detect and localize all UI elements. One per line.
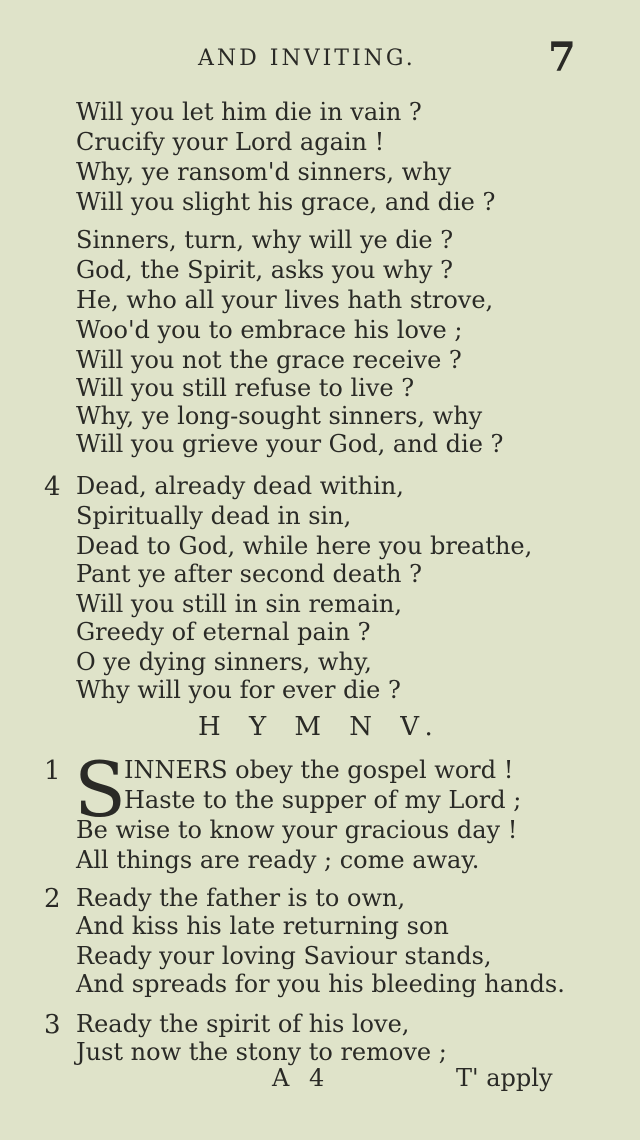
verse-line: Greedy of eternal pain ? bbox=[76, 618, 371, 646]
verse-line: Dead to God, while here you breathe, bbox=[76, 532, 533, 560]
verse-line: Haste to the supper of my Lord ; bbox=[124, 786, 522, 814]
verse-line: INNERS obey the gospel word ! bbox=[124, 756, 514, 784]
verse-line: O ye dying sinners, why, bbox=[76, 648, 372, 676]
verse-line: God, the Spirit, asks you why ? bbox=[76, 256, 453, 284]
verse-line: Sinners, turn, why will ye die ? bbox=[76, 226, 454, 254]
verse-line: And kiss his late returning son bbox=[76, 912, 449, 940]
page-number: 7 bbox=[548, 34, 576, 81]
verse-line: Ready the father is to own, bbox=[76, 884, 406, 912]
verse-line: Just now the stony to remove ; bbox=[76, 1038, 447, 1066]
verse-line: Why, ye long-sought sinners, why bbox=[76, 402, 483, 430]
verse-line: Dead, already dead within, bbox=[76, 472, 404, 500]
verse-line: Why, ye ransom'd sinners, why bbox=[76, 158, 452, 186]
signature-mark: A 4 bbox=[272, 1064, 331, 1092]
verse-line: Will you let him die in vain ? bbox=[76, 98, 422, 126]
verse-line: Will you still in sin remain, bbox=[76, 590, 402, 618]
stanza-number: 3 bbox=[44, 1010, 61, 1040]
verse-line: Ready your loving Saviour stands, bbox=[76, 942, 492, 970]
running-header: AND INVITING. bbox=[198, 46, 416, 71]
stanza-number: 4 bbox=[44, 472, 61, 502]
verse-line: Why will you for ever die ? bbox=[76, 676, 401, 704]
verse-line: Spiritually dead in sin, bbox=[76, 502, 352, 530]
verse-line: Crucify your Lord again ! bbox=[76, 128, 385, 156]
stanza-number: 2 bbox=[44, 884, 61, 914]
verse-line: All things are ready ; come away. bbox=[76, 846, 480, 874]
verse-line: Pant ye after second death ? bbox=[76, 560, 422, 588]
verse-line: Will you still refuse to live ? bbox=[76, 374, 415, 402]
verse-line: Will you not the grace receive ? bbox=[76, 346, 462, 374]
hymn-title: H Y M N V. bbox=[198, 712, 443, 742]
catchword: T' apply bbox=[456, 1064, 553, 1092]
verse-line: He, who all your lives hath strove, bbox=[76, 286, 494, 314]
verse-line: And spreads for you his bleeding hands. bbox=[76, 970, 565, 998]
stanza-number: 1 bbox=[44, 756, 61, 786]
verse-line: Ready the spirit of his love, bbox=[76, 1010, 410, 1038]
verse-line: Will you slight his grace, and die ? bbox=[76, 188, 496, 216]
drop-cap: S bbox=[74, 745, 127, 834]
verse-line: Be wise to know your gracious day ! bbox=[76, 816, 518, 844]
verse-line: Woo'd you to embrace his love ; bbox=[76, 316, 463, 344]
verse-line: Will you grieve your God, and die ? bbox=[76, 430, 504, 458]
